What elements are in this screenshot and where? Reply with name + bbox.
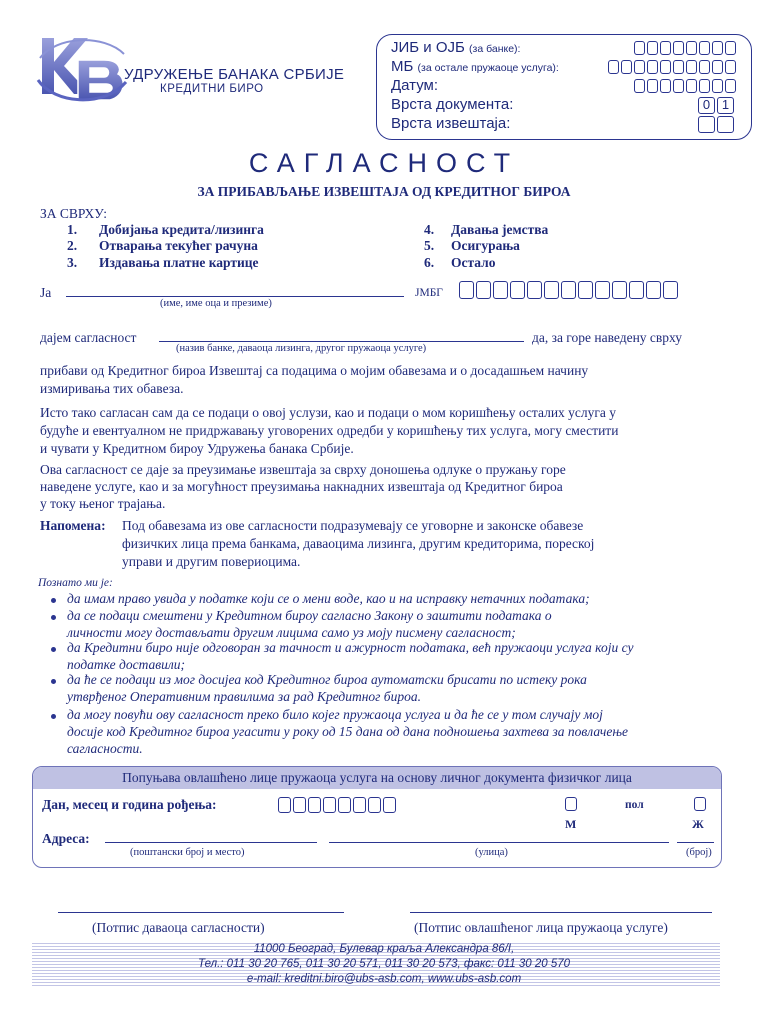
male-label: М [565, 817, 577, 831]
applicant-signature-label: (Потпис даваоца сагласности) [92, 920, 265, 935]
known-item-3b: податке доставили; [67, 657, 185, 672]
officer-form-panel [32, 766, 722, 868]
info-row-doc-type: Врста документа: [391, 96, 514, 113]
known-item-5c: сагласности. [67, 741, 143, 756]
female-label: Ж [692, 817, 704, 831]
note-line1: Под обавезама из ове сагласности подразумевају се уговорне и законске обавезе [122, 518, 584, 533]
mb-cells[interactable] [608, 60, 736, 74]
report-type-cells[interactable] [698, 116, 734, 133]
note-line3: управи и другим повериоцима. [122, 554, 301, 569]
consent-prefix: дајем сагласност [40, 330, 137, 345]
creditor-hint: (назив банке, даваоца лизинга, другог пружаоца услуге) [176, 343, 427, 354]
info-row-report-type: Врста извештаја: [391, 115, 511, 132]
bullet-icon [51, 647, 56, 652]
para3-line3: у току њеног трајања. [40, 496, 166, 511]
name-hint: (име, име оца и презиме) [160, 298, 272, 309]
footer-web[interactable]: e-mail: kreditni.biro@ubs-asb.com, www.ubs-asb.com [246, 973, 522, 985]
para2-line2: будуће и евентуалном не придржавању уговорених одредби у коришћењу тих услуга, могу сместити [40, 423, 619, 438]
known-item-2b: личности могу достављати другим лицима само уз моју писмену сагласност; [67, 625, 516, 640]
bullet-icon [51, 615, 56, 620]
purpose-num-4: 4. [424, 222, 435, 237]
note-line2: физичких лица према банкама, даваоцима лизинга, другим кредиторима, пореској [122, 536, 595, 551]
bullet-icon [51, 679, 56, 684]
street-field[interactable] [329, 842, 669, 843]
applicant-signature-field[interactable] [58, 912, 344, 913]
purpose-num-6: 6. [424, 255, 435, 270]
dob-cells[interactable] [278, 797, 396, 813]
info-row-mb: МБ (за остале пружаоце услуга): [391, 58, 559, 75]
para2-line1: Исто тако сагласан сам да се подаци о овој услузи, као и подаци о мом коришћењу осталих услуга у [40, 405, 617, 420]
note-label: Напомена: [40, 518, 106, 533]
known-item-4a: да ће се подаци из мог досијеа код Кредитног бироа аутоматски брисати по истеку рока [67, 672, 587, 687]
kb-logo-icon [34, 34, 129, 110]
officer-signature-label: (Потпис овлашћеног лица пружаоца услуге) [414, 920, 668, 935]
bank-info-box [376, 34, 752, 140]
consent-suffix: да, за горе наведену сврху [532, 330, 683, 345]
footer-address: 11000 Београд, Булевар краља Александра 86/I, [253, 943, 515, 955]
purpose-item-5[interactable]: Осигурања [451, 238, 520, 253]
purpose-item-2[interactable]: Отварања текућег рачуна [99, 238, 258, 253]
consent-line2: прибави од Кредитног бироа Извештај са подацима о мојим обавезама и о досадашњем начину [40, 363, 589, 378]
kb-logo [34, 34, 129, 110]
known-item-3a: да Кредитни биро није одговоран за тачност и ажурност података, већ пружаоци услуга који су [67, 640, 634, 655]
sex-label: пол [625, 799, 644, 811]
para3-line2: наведене услуге, као и за могућност преузимања накнадних извештаја од Кредитног бироа [40, 479, 563, 494]
para3-line1: Ова сагласност се даје за преузимање извештаја за сврху доношења одлуке о пружању горе [40, 462, 566, 477]
known-item-4b: утврђеног Оперативним правилима за рад Кредитног бироа. [67, 689, 421, 704]
purpose-item-1[interactable]: Добијања кредита/лизинга [99, 222, 264, 237]
known-item-5a: да могу повући ову сагласност преко било којег пружаоца услуга и да ће се у том случају мој [67, 707, 603, 722]
purpose-label: ЗА СВРХУ: [40, 206, 107, 221]
bullet-icon [51, 598, 56, 603]
address-label: Адреса: [42, 831, 90, 846]
jmbg-cells[interactable] [459, 281, 678, 299]
org-name: УДРУЖЕЊЕ БАНАКА СРБИЈЕ [124, 66, 345, 83]
purpose-num-5: 5. [424, 238, 435, 253]
known-item-1: да имам право увида у податке који се о мени воде, као и на исправку нетачних података; [67, 591, 590, 606]
purpose-item-3[interactable]: Издавања платне картице [99, 255, 259, 270]
info-row-date: Датум: [391, 77, 439, 94]
para2-line3: и чувати у Кредитном бироу Удружења банака Србије. [40, 441, 354, 456]
male-checkbox[interactable] [565, 797, 577, 811]
jib-cells[interactable] [634, 41, 736, 55]
purpose-num-2: 2. [67, 238, 78, 253]
footer-phones: Тел.: 011 30 20 765, 011 30 20 571, 011 30 20 573, факс: 011 30 20 570 [197, 958, 571, 970]
purpose-num-1: 1. [67, 222, 78, 237]
consent-line3: измиривања тих обавеза. [40, 381, 184, 396]
name-field[interactable] [66, 296, 404, 297]
postal-city-hint: (поштански број и место) [130, 847, 245, 858]
house-number-field[interactable] [677, 842, 714, 843]
female-checkbox[interactable] [694, 797, 706, 811]
jmbg-label: ЈМБГ [415, 287, 443, 299]
known-item-2a: да се подаци смештени у Кредитном бироу сагласно Закону о заштити података о [67, 608, 552, 623]
org-subname: КРЕДИТНИ БИРО [160, 83, 264, 95]
page-subtitle: ЗА ПРИБАВЉАЊЕ ИЗВЕШТАЈА ОД КРЕДИТНОГ БИРОА [197, 184, 571, 199]
known-label: Познато ми је: [38, 577, 113, 589]
ja-label: Ја [40, 285, 52, 300]
purpose-num-3: 3. [67, 255, 78, 270]
form-head: Попуњава овлашћено лице пружаоца услуга на основу личног документа физичког лица [33, 767, 721, 789]
date-cells[interactable] [634, 79, 736, 93]
doc-type-cells[interactable]: 0 1 [698, 97, 734, 114]
bullet-icon [51, 714, 56, 719]
page-title: САГЛАСНОСТ [248, 148, 520, 178]
street-hint: (улица) [475, 847, 508, 858]
known-item-5b: досије код Кредитног бироа угасити у року од 15 дана од дана подношења захтева за повлачење [67, 724, 628, 739]
creditor-field[interactable] [159, 341, 524, 342]
postal-city-field[interactable] [105, 842, 317, 843]
number-hint: (број) [686, 847, 712, 858]
info-row-jib: ЈИБ и ОЈБ (за банке): [391, 39, 521, 56]
purpose-item-6[interactable]: Остало [451, 255, 496, 270]
dob-label: Дан, месец и година рођења: [42, 797, 217, 812]
purpose-item-4[interactable]: Давања јемства [451, 222, 549, 237]
officer-signature-field[interactable] [410, 912, 712, 913]
